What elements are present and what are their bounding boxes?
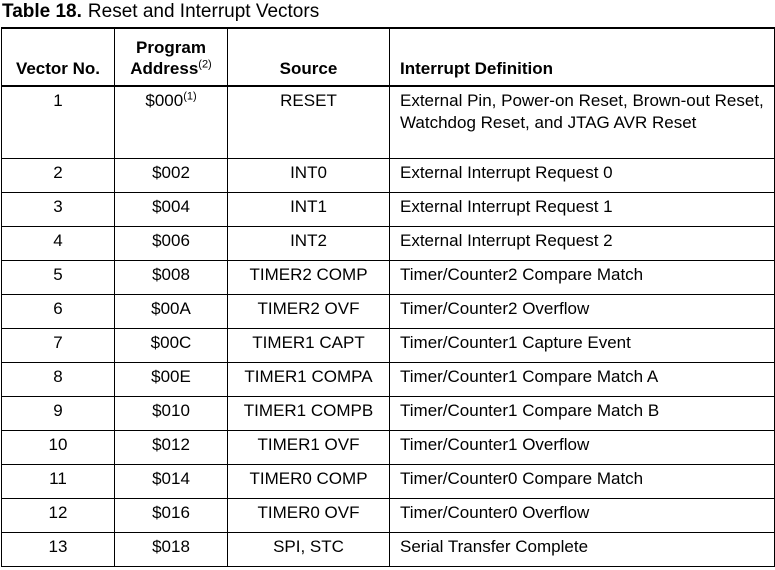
header-interrupt-definition: Interrupt Definition (390, 28, 775, 86)
program-address-value: $00C (150, 332, 192, 352)
table-row (2, 158, 775, 192)
header-vector-no: Vector No. (2, 28, 115, 86)
vector-number-cell: 7 (2, 328, 115, 362)
vector-number-cell: 11 (2, 464, 115, 498)
table-caption-label: Table 18. (2, 1, 82, 22)
header-source: Source (228, 28, 390, 86)
program-address-cell (115, 86, 228, 158)
table-row (2, 294, 775, 328)
program-address-cell (115, 464, 228, 498)
source-cell: RESET (228, 86, 390, 158)
header-program-footnote: (2) (198, 58, 212, 71)
vector-number-cell: 9 (2, 396, 115, 430)
table-header (2, 28, 775, 86)
header-program-address (115, 28, 228, 86)
source-cell: TIMER1 COMPA (228, 362, 390, 396)
source-cell: TIMER0 OVF (228, 498, 390, 532)
header-program-line1: Program (136, 38, 206, 57)
interrupt-definition-cell: Timer/Counter1 Capture Event (390, 328, 775, 362)
vector-number-cell: 13 (2, 532, 115, 566)
source-cell: SPI, STC (228, 532, 390, 566)
program-address-value: $008 (152, 264, 190, 284)
interrupt-definition-cell: Timer/Counter2 Overflow (390, 294, 775, 328)
table-caption-title: Reset and Interrupt Vectors (87, 1, 320, 22)
table-row (2, 260, 775, 294)
table-body (2, 86, 775, 566)
interrupt-definition-cell: Timer/Counter1 Overflow (390, 430, 775, 464)
source-cell: TIMER2 COMP (228, 260, 390, 294)
program-address-cell (115, 328, 228, 362)
program-address-cell (115, 430, 228, 464)
program-address-cell (115, 362, 228, 396)
table-row (2, 328, 775, 362)
source-cell: INT0 (228, 158, 390, 192)
program-address-value: $012 (152, 434, 190, 454)
interrupt-definition-cell: External Pin, Power-on Reset, Brown-out Reset, Watchdog Reset, and JTAG AVR Reset (390, 86, 775, 158)
program-address-value: $006 (152, 230, 190, 250)
program-address-cell (115, 498, 228, 532)
vector-number-cell: 5 (2, 260, 115, 294)
table-row (2, 464, 775, 498)
source-cell: INT2 (228, 226, 390, 260)
vector-number-cell: 10 (2, 430, 115, 464)
program-address-value: $004 (152, 196, 190, 216)
program-address-cell (115, 294, 228, 328)
table-row (2, 192, 775, 226)
program-address-cell (115, 226, 228, 260)
table-row (2, 396, 775, 430)
table-row (2, 498, 775, 532)
table-row (2, 86, 775, 158)
program-address-value: $014 (152, 468, 190, 488)
interrupt-definition-cell: Timer/Counter1 Compare Match B (390, 396, 775, 430)
program-address-value: $00A (151, 298, 191, 318)
source-cell: TIMER1 COMPB (228, 396, 390, 430)
table-row (2, 532, 775, 566)
header-row (2, 28, 775, 86)
program-address-cell (115, 192, 228, 226)
vector-number-cell: 6 (2, 294, 115, 328)
source-cell: TIMER2 OVF (228, 294, 390, 328)
interrupt-definition-cell: Timer/Counter2 Compare Match (390, 260, 775, 294)
vector-number-cell: 12 (2, 498, 115, 532)
program-address-value: $002 (152, 162, 190, 182)
program-address-cell (115, 158, 228, 192)
source-cell: TIMER0 COMP (228, 464, 390, 498)
interrupt-definition-cell: External Interrupt Request 1 (390, 192, 775, 226)
program-address-value: $00E (151, 366, 191, 386)
program-address-value: $000 (145, 91, 184, 110)
source-cell: TIMER1 CAPT (228, 328, 390, 362)
vector-number-cell: 1 (2, 86, 115, 158)
interrupt-definition-cell: Timer/Counter0 Compare Match (390, 464, 775, 498)
header-program-line2: Address (130, 59, 199, 78)
program-address-footnote: (1) (183, 90, 197, 103)
interrupt-definition-cell: External Interrupt Request 0 (390, 158, 775, 192)
table-row (2, 362, 775, 396)
interrupt-vectors-table (1, 27, 775, 567)
interrupt-definition-cell: Serial Transfer Complete (390, 532, 775, 566)
vector-number-cell: 2 (2, 158, 115, 192)
interrupt-definition-cell: Timer/Counter1 Compare Match A (390, 362, 775, 396)
program-address-value: $018 (152, 536, 190, 556)
program-address-value: $010 (152, 400, 190, 420)
vector-number-cell: 3 (2, 192, 115, 226)
program-address-cell (115, 396, 228, 430)
table-row (2, 430, 775, 464)
program-address-cell (115, 260, 228, 294)
interrupt-definition-cell: Timer/Counter0 Overflow (390, 498, 775, 532)
table-row (2, 226, 775, 260)
source-cell: TIMER1 OVF (228, 430, 390, 464)
program-address-value: $016 (152, 502, 190, 522)
source-cell: INT1 (228, 192, 390, 226)
program-address-cell (115, 532, 228, 566)
vector-number-cell: 8 (2, 362, 115, 396)
vector-number-cell: 4 (2, 226, 115, 260)
table-caption (2, 0, 319, 24)
interrupt-definition-cell: External Interrupt Request 2 (390, 226, 775, 260)
